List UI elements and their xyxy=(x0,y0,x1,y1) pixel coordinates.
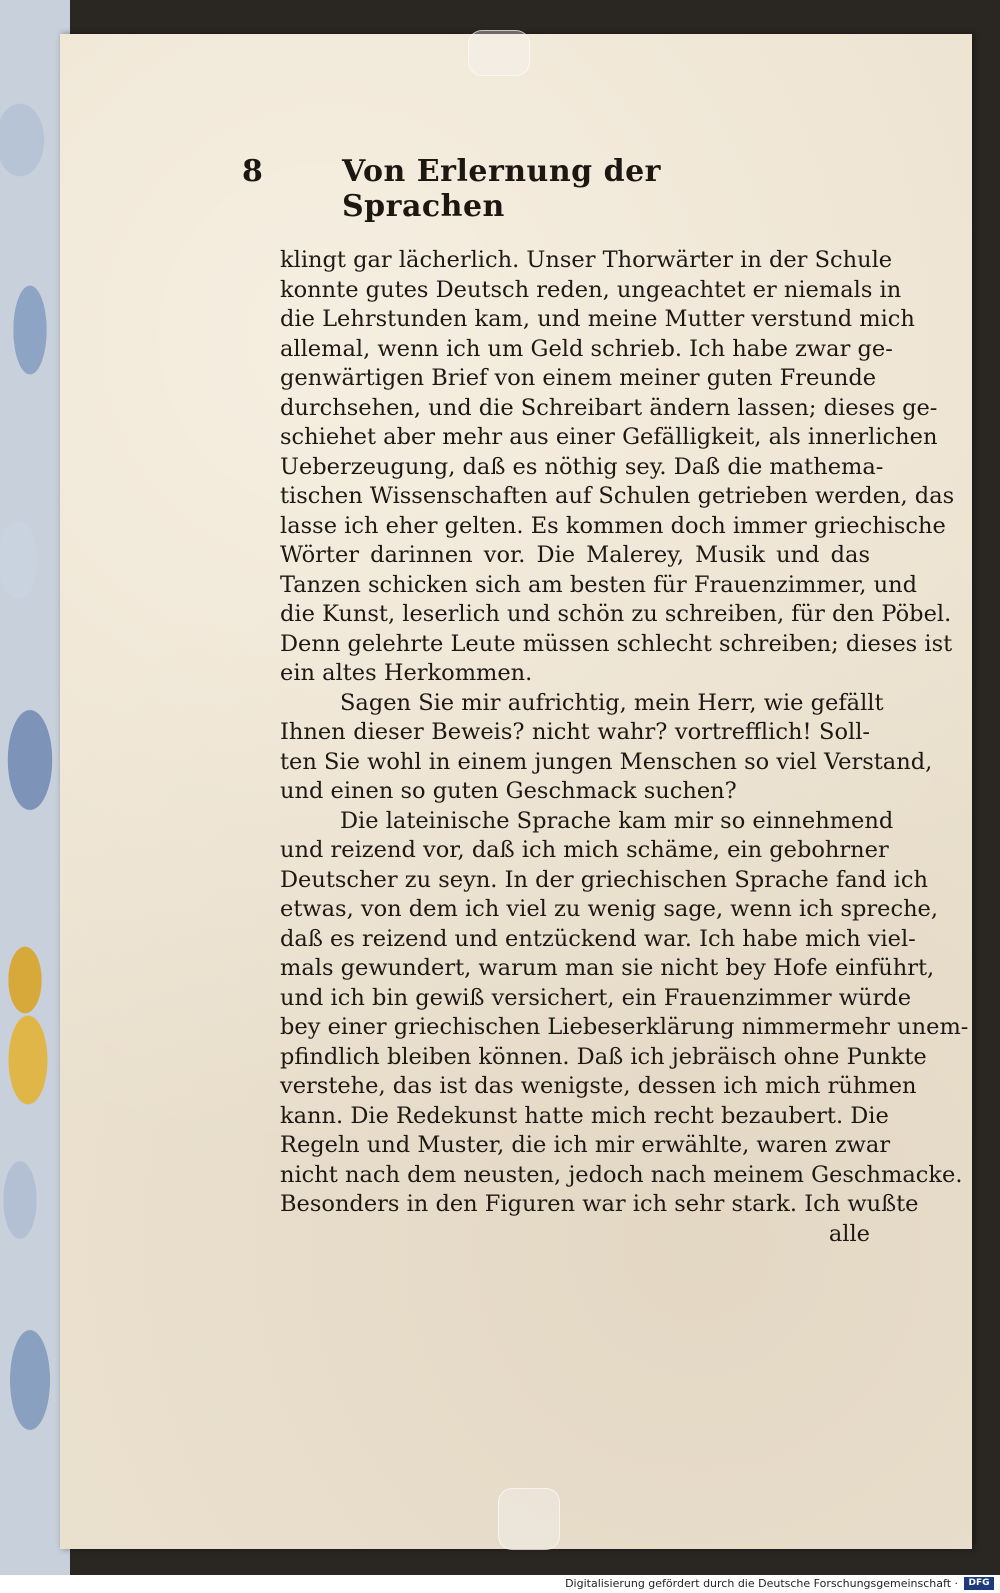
text-line: Wörter darinnen vor. Die Malerey, Musik und das xyxy=(280,542,870,568)
running-head: Von Erlernung der Sprachen xyxy=(342,154,661,224)
text-line: klingt gar lächerlich. Unser Thorwärter in der Schule xyxy=(280,247,893,273)
text-line: Die lateinische Sprache kam mir so einnehmend xyxy=(340,807,894,834)
text-line: Ihnen dieser Beweis? nicht wahr? vortrefflich! Soll- xyxy=(280,719,870,745)
funding-credit: Digitalisierung gefördert durch die Deutsche Forschungsgemeinschaft · xyxy=(565,1577,958,1590)
text-line: daß es reizend und entzückend war. Ich habe mich viel- xyxy=(280,925,916,952)
page-clip-bottom xyxy=(498,1488,560,1550)
text-line: Ueberzeugung, daß es nöthig sey. Daß die mathema- xyxy=(280,453,884,480)
catchword: alle xyxy=(828,1220,870,1247)
text-line: Besonders in den Figuren war ich sehr stark. Ich wußte xyxy=(280,1191,919,1217)
page-header xyxy=(240,140,800,224)
text-line: und einen so guten Geschmack suchen? xyxy=(280,778,737,804)
text-line: allemal, wenn ich um Geld schrieb. Ich habe zwar ge- xyxy=(280,335,893,362)
text-line: schiehet aber mehr aus einer Gefälligkeit, als innerlichen xyxy=(280,424,938,450)
dfg-logo: DFG xyxy=(964,1577,994,1590)
page-clip-top xyxy=(468,30,530,76)
text-line: Regeln und Muster, die ich mir erwählte, waren zwar xyxy=(280,1132,891,1158)
text-line: kann. Die Redekunst hatte mich recht bezaubert. Die xyxy=(280,1102,889,1129)
text-line: Deutscher zu seyn. In der griechischen Sprache fand ich xyxy=(280,866,928,893)
text-line: die Kunst, leserlich und schön zu schreiben, für den Pöbel. xyxy=(280,601,952,627)
text-line: Denn gelehrte Leute müssen schlecht schreiben; dieses ist xyxy=(280,630,953,657)
text-line: bey einer griechischen Liebeserklärung nimmermehr unem- xyxy=(280,1014,969,1040)
text-line: pfindlich bleiben können. Daß ich jebräisch ohne Punkte xyxy=(280,1043,927,1070)
text-line: ein altes Herkommen. xyxy=(280,660,533,686)
page-number: 8 xyxy=(242,154,263,189)
text-line: und ich bin gewiß versichert, ein Frauenzimmer würde xyxy=(280,984,912,1011)
text-line: konnte gutes Deutsch reden, ungeachtet er niemals in xyxy=(280,276,902,303)
text-line: etwas, von dem ich viel zu wenig sage, wenn ich spreche, xyxy=(280,896,939,922)
text-line: mals gewundert, warum man sie nicht bey Hofe einführt, xyxy=(280,955,935,981)
text-line: die Lehrstunden kam, und meine Mutter verstund mich xyxy=(280,306,915,332)
text-line: lasse ich eher gelten. Es kommen doch immer griechische xyxy=(280,512,946,539)
text-line: durchsehen, und die Schreibart ändern lassen; dieses ge- xyxy=(280,394,938,421)
digitization-footer xyxy=(0,1575,1000,1593)
text-line: tischen Wissenschaften auf Schulen getrieben werden, das xyxy=(280,483,955,509)
text-line: ten Sie wohl in einem jungen Menschen so viel Verstand, xyxy=(280,748,933,775)
text-line: Tanzen schicken sich am besten für Frauenzimmer, und xyxy=(280,571,917,598)
body-text xyxy=(280,246,969,1249)
text-line: nicht nach dem neusten, jedoch nach meinem Geschmacke. xyxy=(280,1161,963,1188)
text-line: und reizend vor, daß ich mich schäme, ein gebohrner xyxy=(280,837,889,863)
text-line: Sagen Sie mir aufrichtig, mein Herr, wie gefällt xyxy=(340,689,884,716)
text-line: genwärtigen Brief von einem meiner guten Freunde xyxy=(280,365,877,391)
text-line: verstehe, das ist das wenigste, dessen ich mich rühmen xyxy=(280,1073,917,1099)
